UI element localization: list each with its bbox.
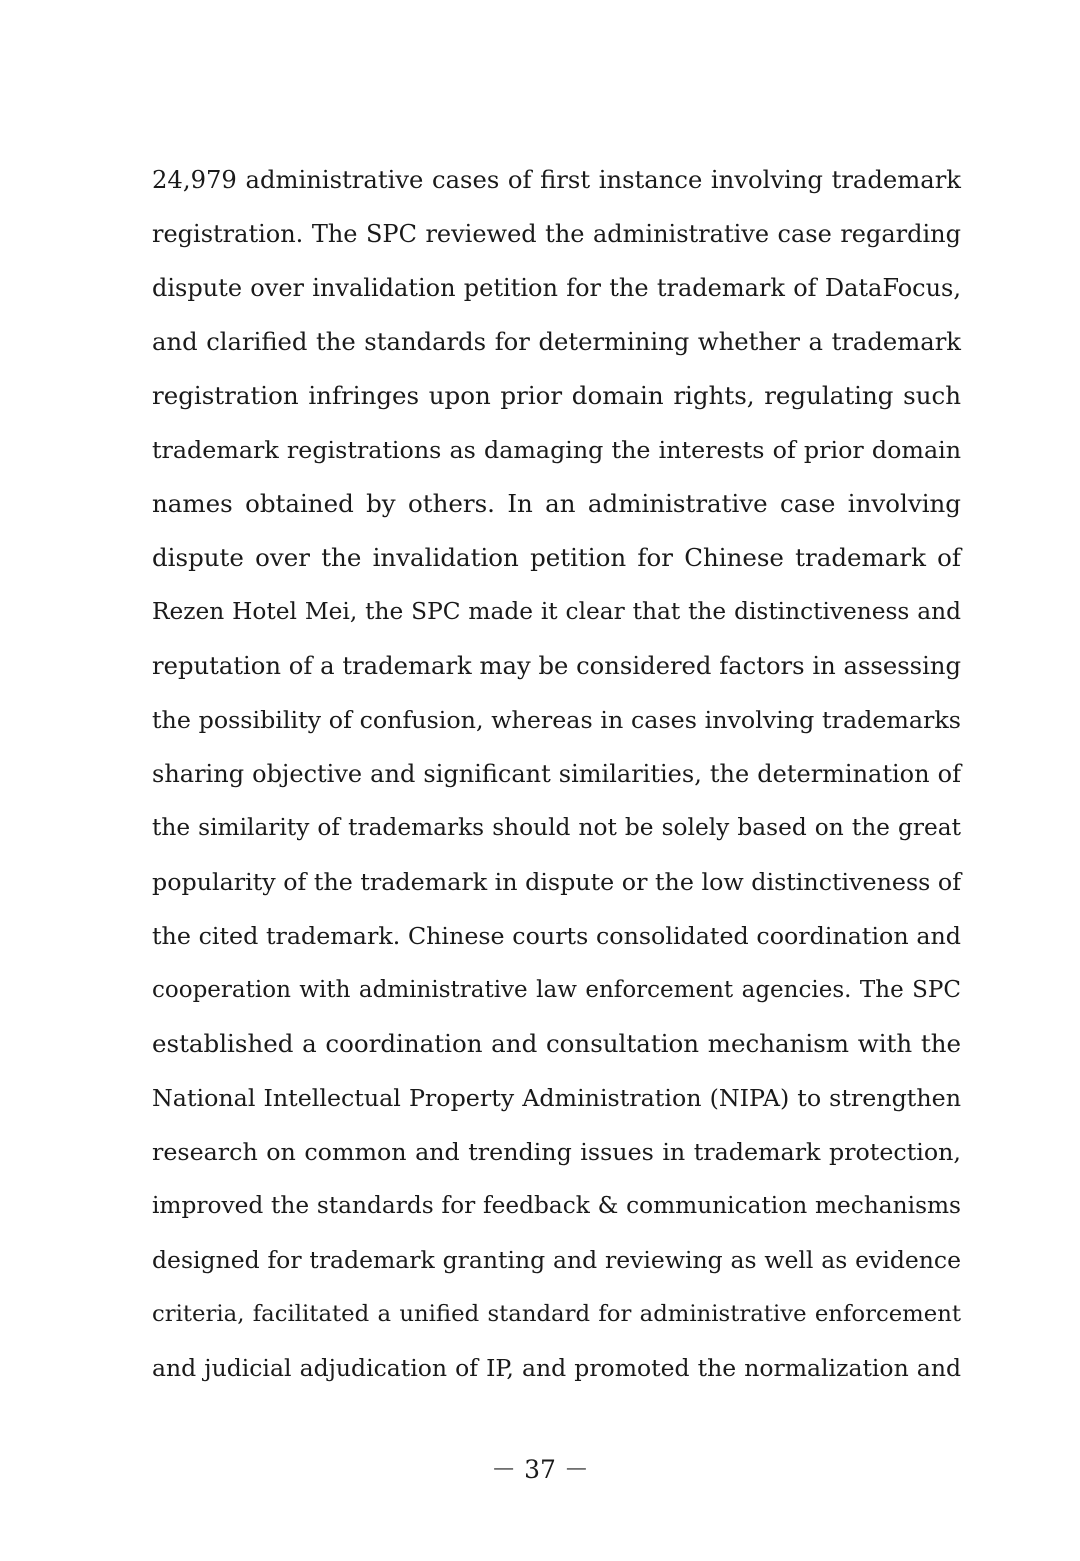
- text-line: improved the standards for feedback & communication mechanisms: [152, 1192, 961, 1219]
- page-number: － 37 －: [491, 1455, 589, 1484]
- text-line: criteria, facilitated a unified standard for administrative enforcement: [152, 1301, 961, 1327]
- text-line: established a coordination and consultation mechanism with the: [152, 1029, 961, 1058]
- text-line: and clarified the standards for determining whether a trademark: [152, 327, 961, 356]
- text-line: the cited trademark. Chinese courts consolidated coordination and: [152, 922, 961, 950]
- text-line: reputation of a trademark may be considered factors in assessing: [152, 651, 961, 680]
- text-line: and judicial adjudication of IP, and promoted the normalization and: [152, 1354, 961, 1382]
- text-line: names obtained by others. In an administrative case involving: [152, 489, 961, 518]
- text-line: cooperation with administrative law enforcement agencies. The SPC: [152, 977, 961, 1003]
- text-line: registration infringes upon prior domain rights, regulating such: [152, 381, 961, 410]
- text-line: popularity of the trademark in dispute or the low distinctiveness of: [152, 868, 961, 896]
- text-line: registration. The SPC reviewed the administrative case regarding: [152, 220, 961, 248]
- text-line: the similarity of trademarks should not be solely based on the great: [152, 814, 961, 841]
- text-line: Rezen Hotel Mei, the SPC made it clear that the distinctiveness and: [152, 598, 961, 625]
- text-line: research on common and trending issues in trademark protection,: [152, 1138, 961, 1166]
- text-line: dispute over invalidation petition for the trademark of DataFocus,: [152, 274, 961, 302]
- text-line: designed for trademark granting and reviewing as well as evidence: [152, 1246, 961, 1274]
- text-line: National Intellectual Property Administration (NIPA) to strengthen: [152, 1084, 961, 1112]
- text-line: the possibility of confusion, whereas in cases involving trademarks: [152, 706, 961, 734]
- text-line: dispute over the invalidation petition for Chinese trademark of: [152, 543, 961, 572]
- body-paragraph: [152, 153, 961, 1395]
- text-line: sharing objective and significant similarities, the determination of: [152, 760, 961, 788]
- text-line: trademark registrations as damaging the interests of prior domain: [152, 436, 961, 464]
- text-line: 24,979 administrative cases of first instance involving trademark: [152, 165, 961, 194]
